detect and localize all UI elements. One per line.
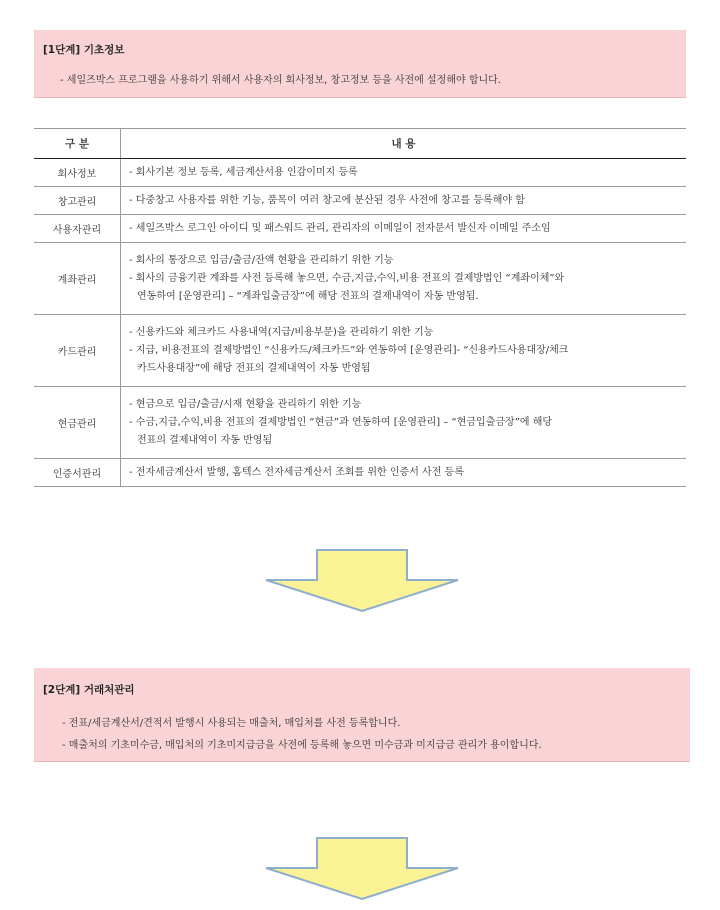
- table-header-row: [34, 129, 686, 159]
- description-line: - 전자세금계산서 발행, 홈텍스 전자세금계산서 조회를 위한 인증서 사전 등록: [129, 466, 464, 478]
- row-category: 인증서관리: [34, 459, 121, 487]
- header-content: 내 용: [121, 129, 687, 159]
- row-category: 현금관리: [34, 387, 121, 459]
- table-row: [34, 387, 686, 459]
- description-line: - 지급, 비용전표의 결제방법인 “신용카드/체크카드”와 연동하여 [운영관리]- “신용카드사용대장/체크: [129, 344, 569, 356]
- description-line: - 세일즈박스 로그인 아이디 및 패스워드 관리, 관리자의 이메일이 전자문서 발신자 이메일 주소임: [129, 222, 551, 234]
- down-arrow-icon: [262, 836, 462, 902]
- description-line: - 신용카드와 체크카드 사용내역(지급/비용부문)을 관리하기 위한 기능: [129, 326, 434, 338]
- step2-description-1: - 전표/세금계산서/견적서 발행시 사용되는 매출처, 매입처를 사전 등록합니다.: [62, 718, 401, 729]
- step1-box: [34, 30, 686, 98]
- description-line: 연동하여 [운영관리] – “계좌입출금장”에 해당 전표의 결제내역이 자동 반영됨.: [137, 290, 479, 302]
- row-description: [121, 187, 687, 215]
- step1-description: - 세일즈박스 프로그램을 사용하기 위해서 사용자의 회사정보, 창고정보 등을 사전에 설정해야 합니다.: [60, 75, 501, 86]
- basic-info-table: [34, 128, 686, 487]
- table-row: [34, 243, 686, 315]
- description-line: - 수금,지급,수익,비용 전표의 결제방법인 “현금”과 연동하여 [운영관리] – “현금입출금장”에 해당: [129, 416, 553, 428]
- table-row: [34, 315, 686, 387]
- step1-title: [1단계] 기초정보: [43, 44, 125, 56]
- row-description: [121, 387, 687, 459]
- description-line: - 회사의 금융기관 계좌를 사전 등록해 놓으면, 수금,지급,수익,비용 전표의 결제방법인 “계좌이체”와: [129, 272, 565, 284]
- table-row: [34, 187, 686, 215]
- description-line: 전표의 결제내역이 자동 반영됨: [137, 434, 273, 446]
- table-row: [34, 459, 686, 487]
- header-category: 구 분: [34, 129, 121, 159]
- down-arrow-icon: [262, 548, 462, 614]
- row-description: [121, 315, 687, 387]
- description-line: - 회사기본 정보 등록, 세금계산서용 인감이미지 등록: [129, 166, 358, 178]
- row-category: 회사정보: [34, 159, 121, 187]
- down-arrow-shape: [266, 838, 458, 899]
- row-category: 계좌관리: [34, 243, 121, 315]
- description-line: 카드사용대장”에 해당 전표의 결제내역이 자동 반영됨: [137, 362, 371, 374]
- row-category: 카드관리: [34, 315, 121, 387]
- down-arrow-shape: [266, 550, 458, 611]
- row-description: [121, 159, 687, 187]
- row-category: 사용자관리: [34, 215, 121, 243]
- step2-box: [34, 668, 690, 762]
- description-line: - 다중창고 사용자를 위한 기능, 품목이 여러 창고에 분산된 경우 사전에 창고를 등록해야 함: [129, 194, 525, 206]
- row-description: [121, 243, 687, 315]
- step2-description-2: - 매출처의 기초미수금, 매입처의 기초미지급금을 사전에 등록해 놓으면 미수금과 미지급금 관리가 용이합니다.: [62, 740, 542, 751]
- row-category: 창고관리: [34, 187, 121, 215]
- description-line: - 현금으로 입금/출금/시재 현황을 관리하기 위한 기능: [129, 398, 362, 410]
- step2-title: [2단계] 거래처관리: [43, 684, 135, 696]
- table-row: [34, 215, 686, 243]
- table-row: [34, 159, 686, 187]
- description-line: - 회사의 통장으로 입금/출금/잔액 현황을 관리하기 위한 기능: [129, 254, 394, 266]
- row-description: [121, 459, 687, 487]
- row-description: [121, 215, 687, 243]
